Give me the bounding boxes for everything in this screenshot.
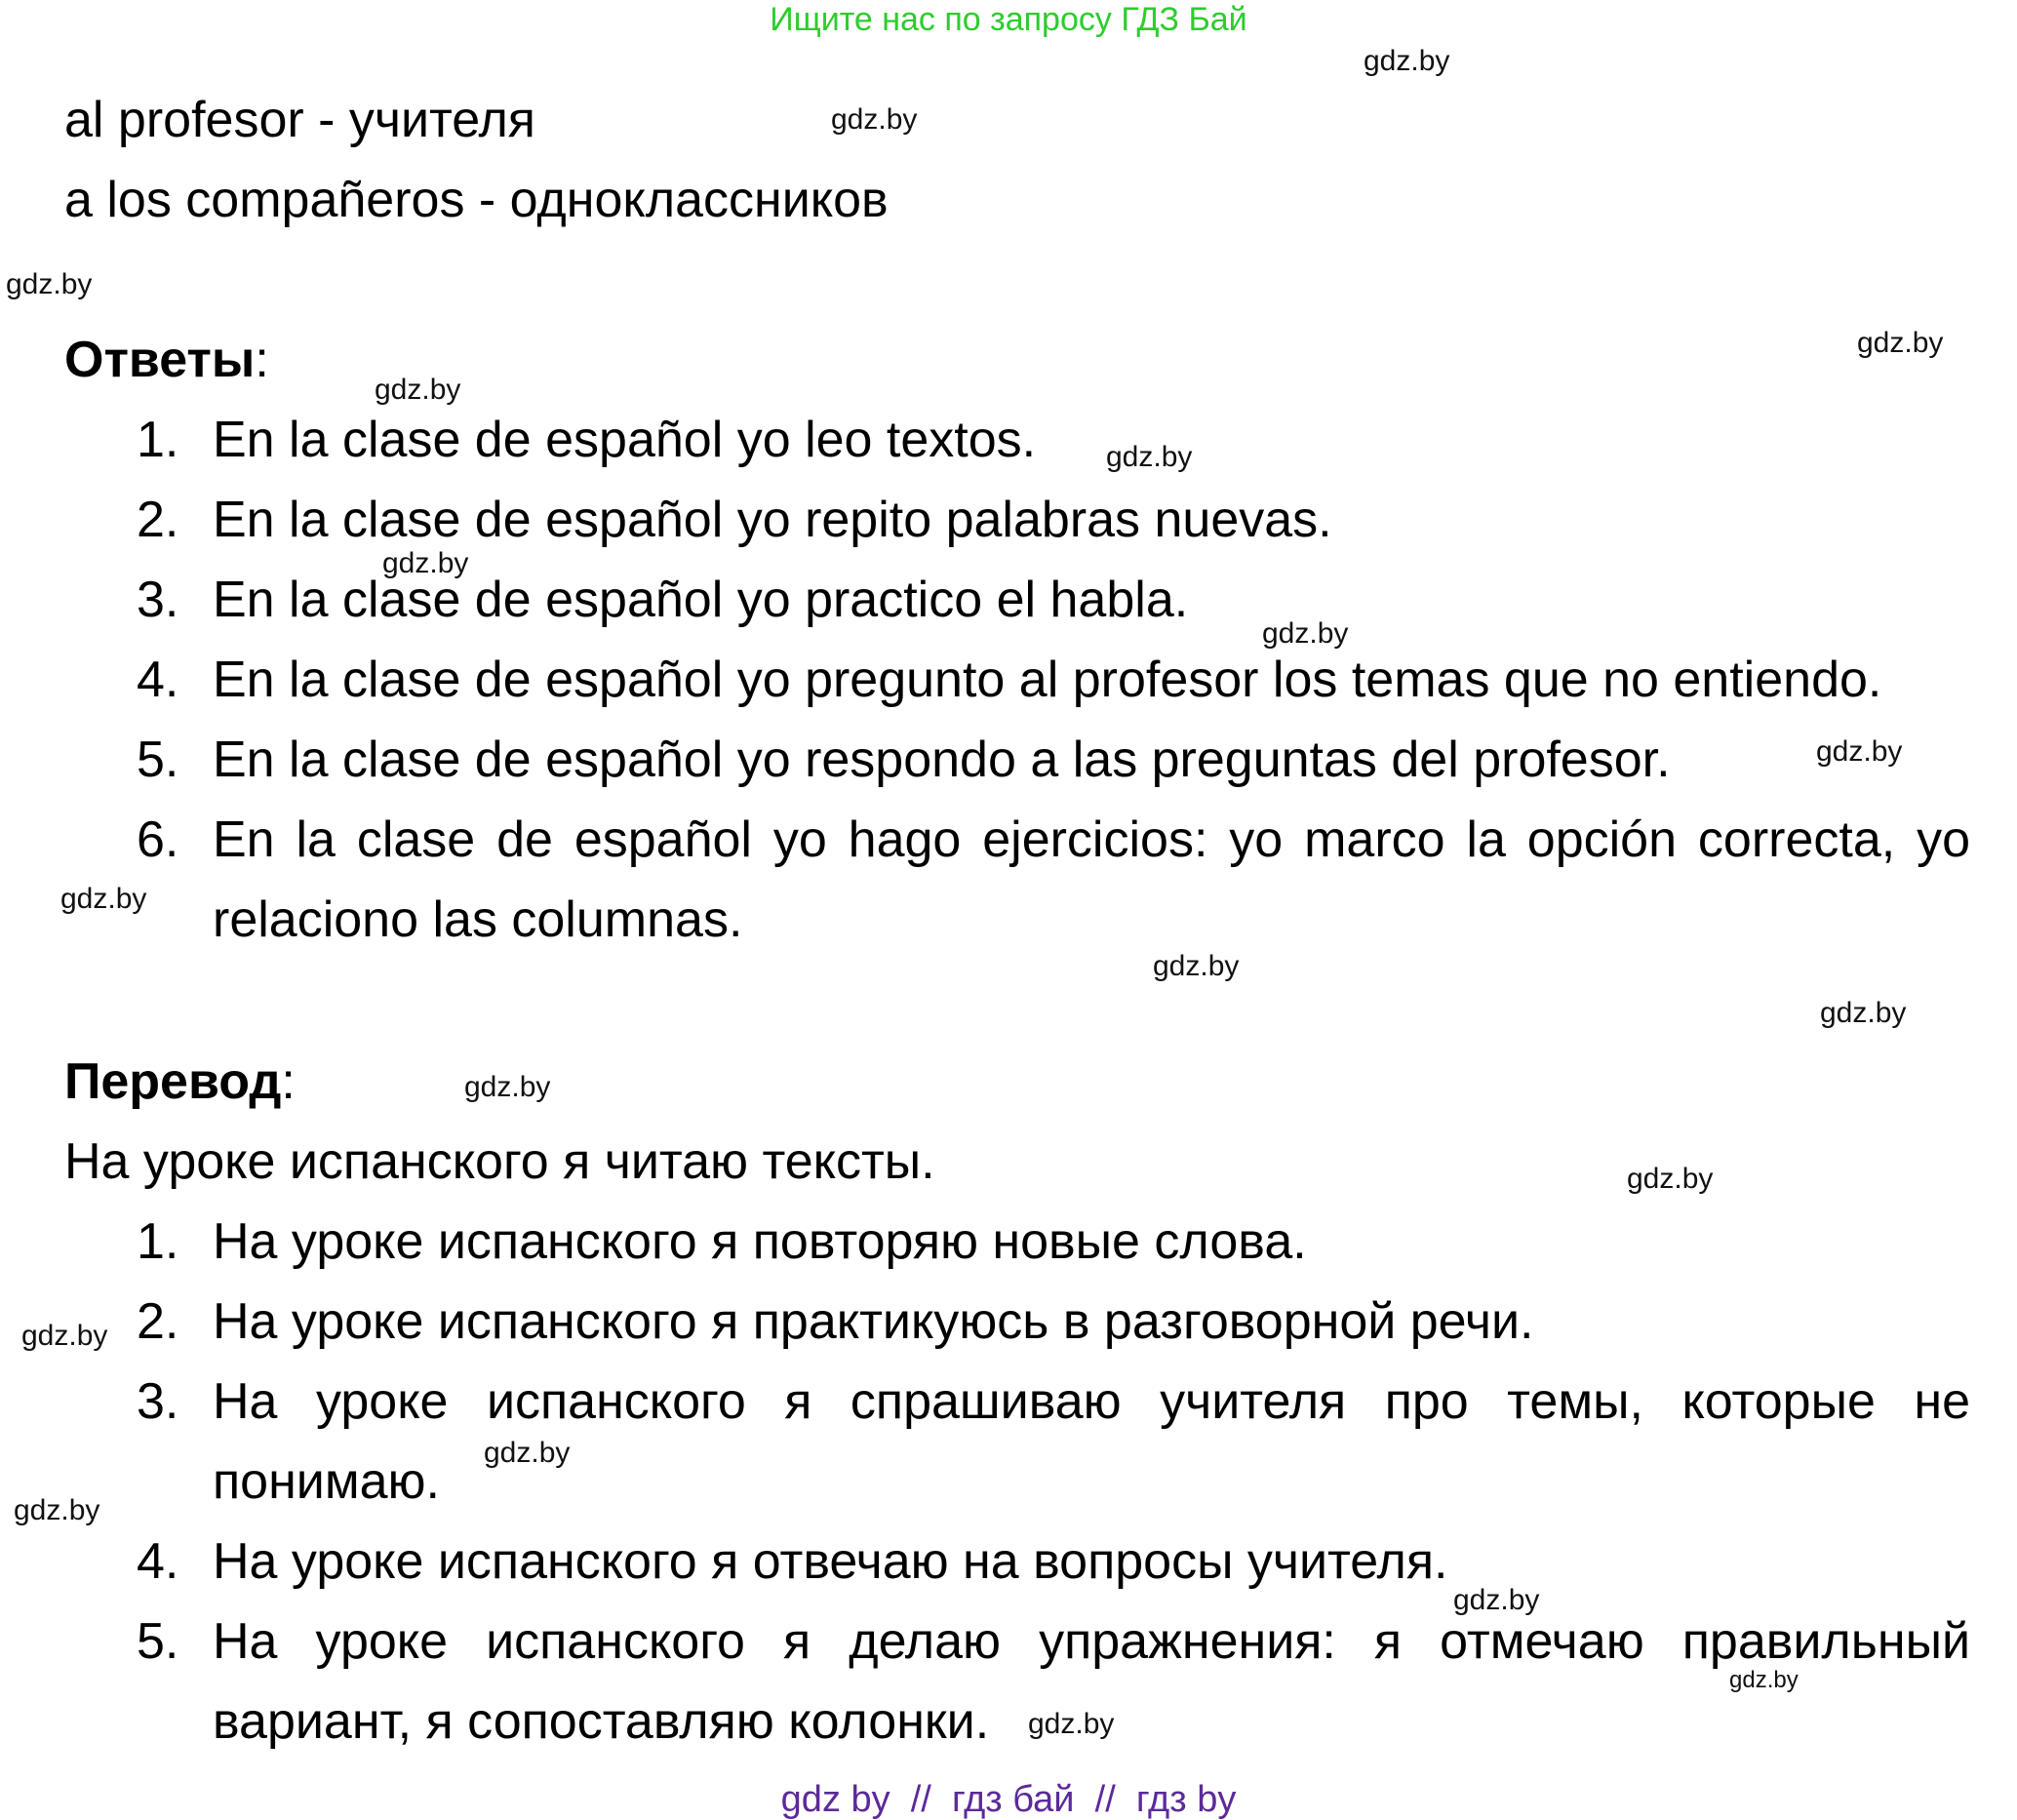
translation-intro: На уроке испанского я читаю тексты. [64,1133,935,1190]
translation-number: 3. [137,1373,179,1430]
translation-item-1 [137,1202,1970,1282]
translation-number: 2. [137,1293,179,1350]
watermark: gdz.by [1364,45,1450,77]
watermark: gdz.by [1729,1667,1799,1693]
watermark: gdz.by [1453,1584,1540,1616]
watermark: gdz.by [464,1071,551,1103]
watermark: gdz.by [21,1320,108,1352]
watermark: gdz.by [1627,1163,1714,1195]
footer-links: gdz by // гдз бай // гдз by [780,1779,1237,1820]
answer-item-4 [137,640,1970,720]
watermark: gdz.by [375,374,461,406]
translation-heading-colon: : [281,1053,296,1110]
watermark: gdz.by [1106,441,1193,473]
answer-item-5 [137,720,1970,800]
search-hint-banner: Ищите нас по запросу ГДЗ Бай [770,1,1247,38]
answer-number: 4. [137,652,179,708]
watermark: gdz.by [6,268,93,300]
answer-item-1 [137,400,1970,480]
answer-number: 3. [137,572,179,628]
vocab-line-profesor: al profesor - учителя [64,92,535,148]
watermark: gdz.by [831,103,918,136]
answer-text: En la clase de español yo repito palabras nuevas. [213,492,1332,548]
translation-text: На уроке испанского я делаю упражнения: я отмечаю правильный вариант, я сопоставляю колонки. [213,1613,1970,1750]
answer-number: 5. [137,732,179,788]
translation-text: На уроке испанского я отвечаю на вопросы учителя. [213,1533,1448,1590]
answer-number: 2. [137,492,179,548]
watermark: gdz.by [1816,735,1903,768]
answer-text: En la clase de español yo pregunto al profesor los temas que no entiendo. [213,652,1882,708]
answer-number: 6. [137,811,179,868]
watermark: gdz.by [14,1494,100,1526]
translation-item-2 [137,1282,1970,1362]
answer-text: En la clase de español yo hago ejercicios: yo marco la opción correcta, yo relaciono las columnas. [213,811,1970,948]
answers-heading [64,330,269,390]
watermark: gdz.by [382,547,469,579]
watermark: gdz.by [1857,327,1944,359]
translation-heading [64,1051,296,1112]
watermark: gdz.by [1262,617,1349,650]
translation-heading-text: Перевод [64,1053,282,1110]
answer-number: 1. [137,412,179,468]
translation-number: 4. [137,1533,179,1590]
watermark: gdz.by [1028,1708,1115,1740]
translation-text: На уроке испанского я практикуюсь в разговорной речи. [213,1293,1534,1350]
answers-heading-text: Ответы [64,332,256,388]
answer-item-6 [137,800,1970,960]
translation-number: 1. [137,1213,179,1270]
watermark: gdz.by [1820,997,1907,1029]
translation-text: На уроке испанского я спрашиваю учителя про темы, которые не понимаю. [213,1373,1970,1510]
translation-number: 5. [137,1613,179,1670]
translation-text: На уроке испанского я повторяю новые слова. [213,1213,1307,1270]
translation-item-4 [137,1522,1970,1602]
answer-text: En la clase de español yo leo textos. [213,412,1037,468]
answer-text: En la clase de español yo practico el habla. [213,572,1189,628]
watermark: gdz.by [484,1437,571,1469]
answer-text: En la clase de español yo respondo a las preguntas del profesor. [213,732,1671,788]
watermark: gdz.by [60,883,147,915]
watermark: gdz.by [1153,950,1240,982]
vocab-line-companeros: a los compañeros - одноклассников [64,172,889,228]
translation-item-3 [137,1362,1970,1522]
answers-heading-colon: : [255,332,269,388]
